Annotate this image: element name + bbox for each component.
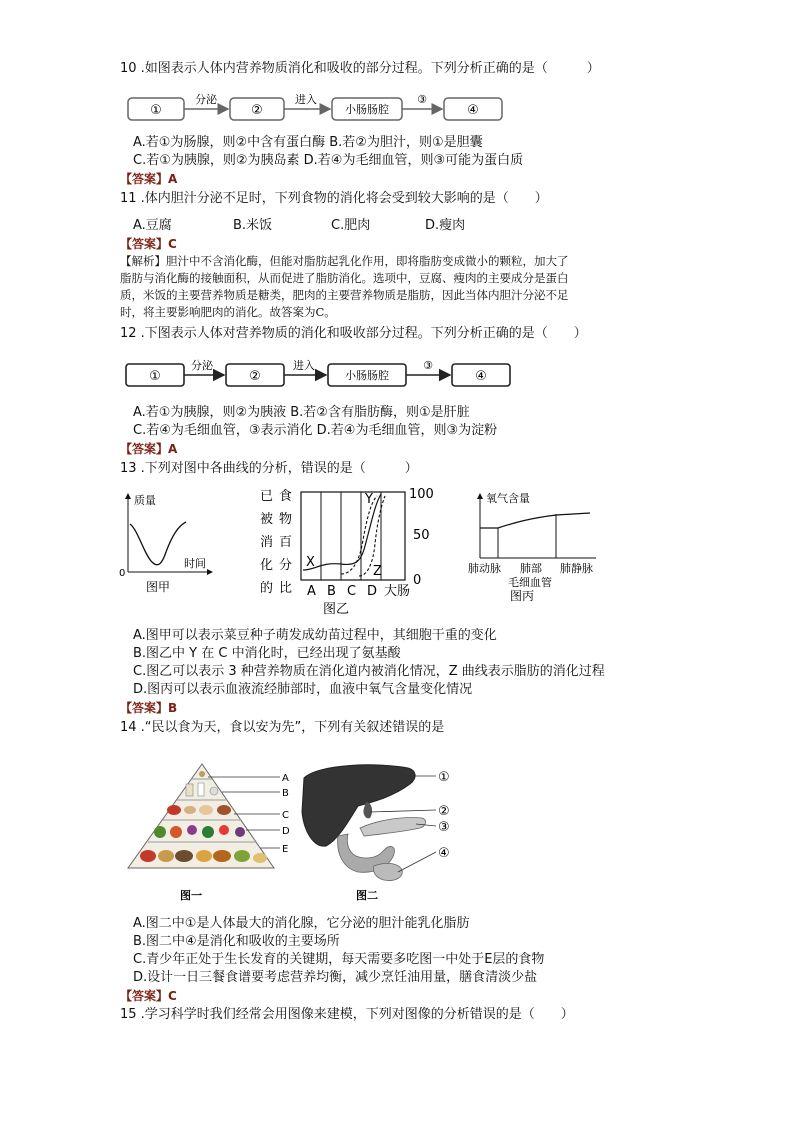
q11-option-c: C.肥肉 [331, 218, 371, 233]
q10-arrow-2-label: 进入 [295, 93, 317, 106]
q13-yi-cat-d: D [367, 584, 378, 599]
q10-node-2: ② [251, 103, 263, 118]
q13-bing-curve [480, 513, 590, 528]
q10-arrow-1-label: 分泌 [195, 93, 217, 106]
q11-explanation-line-4: 时，将主要影响肥肉的消化。故答案为C。 [120, 305, 336, 319]
q14-pancreas-shape [360, 817, 426, 836]
q12-stem: 12 .下图表示人体对营养物质的消化和吸收部分过程。下列分析正确的是（ ） [120, 326, 587, 341]
q13-jia-xlabel: 时间 [184, 557, 206, 570]
q13-option-a: A.图甲可以表示菜豆种子萌发成幼苗过程中，其细胞干重的变化 [133, 628, 497, 643]
q13-option-c: C.图乙可以表示 3 种营养物质在消化道内被消化情况，Z 曲线表示脂肪的消化过程 [133, 664, 605, 679]
q10-node-1: ① [150, 103, 162, 118]
q13-yi-ylabel-3: 消 [260, 535, 274, 550]
q13-yi-cat-large-intestine: 大肠 [384, 584, 411, 599]
q13-bing-x3: 肺静脉 [560, 562, 593, 575]
q13-yi-ylabel-4: 化 [260, 558, 274, 573]
q13-yi-ylabel-9: 分 [279, 558, 293, 573]
q13-figure-yi [255, 484, 440, 619]
q13-yi-ylabel-7: 物 [279, 512, 293, 527]
q13-yi-ylabel-2: 被 [260, 512, 274, 527]
q12-node-4: ④ [475, 369, 487, 384]
q11-option-a: A.豆腐 [133, 218, 172, 233]
q13-figure-jia [118, 488, 218, 598]
q13-jia-origin: 0 [119, 568, 126, 579]
q14-fig1-caption: 图一 [180, 889, 202, 902]
q12-arrow-1-label: 分泌 [191, 359, 213, 372]
q14-organ-label-4: ④ [438, 846, 450, 861]
q11-option-b: B.米饭 [233, 218, 273, 233]
q12-options-ab: A.若①为胰腺，则②为胰液 B.若②含有脂肪酶，则①是肝脏 [133, 405, 470, 420]
q13-yi-cat-b: B [327, 584, 336, 599]
q14-digestive-organs-figure [298, 762, 468, 908]
q10-options-cd: C.若①为胰腺，则②为胰岛素 D.若④为毛细血管，则③可能为蛋白质 [133, 153, 524, 168]
q14-pyramid-label-c: C [282, 810, 289, 821]
q13-yi-caption: 图乙 [323, 602, 350, 617]
q13-bing-x1: 肺动脉 [468, 562, 501, 575]
q11-stem: 11 .体内胆汁分泌不足时，下列食物的消化将会受到较大影响的是（ ） [120, 191, 548, 206]
q10-node-4: ④ [467, 103, 479, 118]
q13-option-b: B.图乙中 Y 在 C 中消化时，已经出现了氨基酸 [133, 646, 401, 661]
q13-yi-label-x: X [306, 555, 315, 570]
q12-arrow-2-label: 进入 [293, 359, 315, 372]
q10-node-3: 小肠肠腔 [345, 103, 389, 116]
q13-bing-x2b: 毛细血管 [508, 576, 552, 589]
q14-pyramid-label-b: B [282, 788, 289, 799]
q14-pyramid-label-a: A [282, 773, 289, 784]
q11-answer: 【答案】C [120, 237, 177, 251]
q14-organ-label-1: ① [438, 770, 450, 785]
q13-yi-tick-100: 100 [409, 487, 434, 502]
q12-node-1: ① [149, 369, 161, 384]
q13-stem: 13 .下列对图中各曲线的分析，错误的是（ ） [120, 461, 418, 476]
q14-fig2-caption: 图二 [356, 889, 378, 902]
q10-options-ab: A.若①为肠腺，则②中含有蛋白酶 B.若②为胆汁，则①是胆囊 [133, 135, 483, 150]
q13-jia-caption: 图甲 [146, 580, 171, 594]
q14-organ-label-2: ② [438, 804, 450, 819]
q13-yi-ylabel-1: 已 [260, 489, 274, 504]
q13-jia-curve [130, 522, 186, 565]
q14-food-pyramid-figure [122, 762, 292, 908]
q13-bing-caption: 图丙 [510, 589, 535, 603]
q14-pyramid-label-d: D [282, 826, 290, 837]
q14-answer: 【答案】C [120, 989, 177, 1003]
q12-arrow-3-label: ③ [423, 359, 433, 372]
q14-option-b: B.图二中④是消化和吸收的主要场所 [133, 934, 340, 949]
q11-explanation-line-2: 脂肪与消化酶的接触面积，从而促进了脂肪消化。选项中，豆腐、瘦肉的主要成分是蛋白 [120, 271, 569, 285]
q13-bing-x2: 肺部 [520, 562, 542, 575]
q12-node-3: 小肠肠腔 [345, 369, 389, 382]
q15-stem: 15 .学习科学时我们经常会用图像来建模，下列对图像的分析错误的是（ ） [120, 1007, 574, 1022]
q11-option-d: D.瘦肉 [425, 218, 466, 233]
q13-jia-ylabel: 质量 [134, 494, 156, 507]
q13-option-d: D.图丙可以表示血液流经肺部时，血液中氧气含量变化情况 [133, 682, 473, 697]
q13-figure-bing [466, 488, 606, 606]
q13-yi-ylabel-6: 食 [279, 489, 293, 504]
q13-yi-tick-0: 0 [413, 573, 422, 588]
q13-yi-label-y: Y [365, 492, 373, 507]
q13-yi-curve-y [341, 496, 377, 574]
q10-arrow-3-label: ③ [417, 93, 427, 106]
q14-intestine-shape [373, 863, 402, 880]
q14-option-c: C.青少年正处于生长发育的关键期，每天需要多吃图一中处于E层的食物 [133, 952, 545, 967]
q14-option-a: A.图二中①是人体最大的消化腺，它分泌的胆汁能乳化脂肪 [133, 916, 470, 931]
q13-answer: 【答案】B [120, 701, 178, 715]
q11-explanation-line-1: 【解析】胆汁中不含消化酶，但能对脂肪起乳化作用，即将脂肪变成微小的颗粒，加大了 [120, 254, 569, 268]
q11-explanation-line-3: 质，米饭的主要营养物质是糖类，肥肉的主要营养物质是脂肪，因此当体内胆汁分泌不足 [120, 288, 569, 302]
q14-option-d: D.设计一日三餐食谱要考虑营养均衡，减少烹饪油用量，膳食清淡少盐 [133, 970, 538, 985]
q12-answer: 【答案】A [120, 442, 178, 456]
q13-yi-ylabel-5: 的 [260, 581, 274, 596]
q10-flow-diagram [120, 88, 520, 124]
q13-yi-label-z: Z [373, 564, 382, 579]
q12-node-2: ② [249, 369, 261, 384]
q13-yi-ylabel-10: 比 [279, 581, 293, 596]
q13-bing-ylabel: 氧气含量 [486, 492, 530, 505]
q12-flow-diagram [120, 354, 520, 394]
q14-stem: 14 .“民以食为天，食以安为先”，下列有关叙述错误的是 [120, 720, 445, 735]
q13-yi-ylabel [260, 489, 292, 596]
q13-yi-ylabel-8: 百 [279, 535, 293, 550]
q14-organ-label-3: ③ [438, 820, 450, 835]
q12-options-cd: C.若④为毛细血管，③表示消化 D.若④为毛细血管，则③为淀粉 [133, 423, 498, 438]
q13-yi-tick-50: 50 [413, 528, 430, 543]
q13-yi-cat-c: C [347, 584, 357, 599]
q14-liver-shape [302, 765, 415, 846]
q10-stem: 10 .如图表示人体内营养物质消化和吸收的部分过程。下列分析正确的是（ ） [120, 61, 600, 76]
q10-answer: 【答案】A [120, 172, 178, 186]
q13-yi-cat-a: A [307, 584, 316, 599]
q14-pyramid-label-e: E [282, 844, 289, 855]
